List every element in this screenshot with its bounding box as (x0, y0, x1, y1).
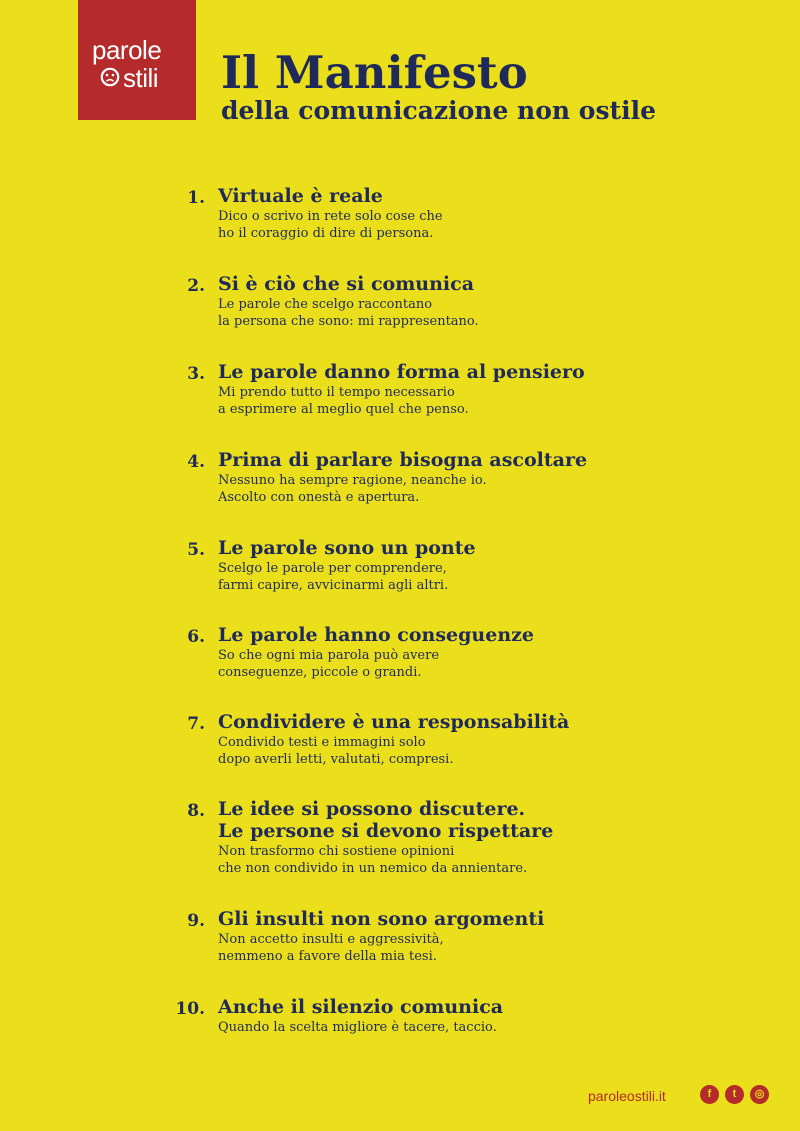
item-desc-line: dopo averli letti, valutati, compresi. (218, 752, 454, 767)
item-number: 6. (187, 627, 205, 647)
item-desc-line: So che ogni mia parola può avere (218, 648, 440, 663)
item-desc-line: Mi prendo tutto il tempo necessario (218, 385, 455, 400)
page-subtitle: della comunicazione non ostile (221, 96, 656, 125)
item-number: 7. (187, 714, 205, 734)
logo-word-parole: parole (92, 35, 162, 65)
item-title: Le idee si possono discutere. (218, 798, 526, 820)
item-desc-line: Nessuno ha sempre ragione, neanche io. (218, 473, 487, 488)
item-title: Virtuale è reale (218, 185, 383, 207)
item-number: 3. (187, 364, 205, 384)
item-desc-line: Dico o scrivo in rete solo cose che (218, 209, 443, 224)
item-desc-line: Quando la scelta migliore è tacere, taccio. (218, 1020, 497, 1035)
brand-logo (78, 0, 196, 120)
sad-face-icon (100, 67, 120, 87)
item-title: Le parole hanno conseguenze (218, 624, 535, 646)
item-desc-line: conseguenze, piccole o grandi. (218, 665, 422, 680)
item-number: 5. (187, 540, 205, 560)
item-desc-line: farmi capire, avvicinarmi agli altri. (218, 578, 449, 593)
item-title: Anche il silenzio comunica (218, 996, 504, 1018)
twitter-icon[interactable]: t (725, 1085, 744, 1104)
item-number: 2. (187, 276, 205, 296)
item-title: Gli insulti non sono argomenti (218, 908, 545, 930)
item-title: Le parole sono un ponte (218, 537, 476, 559)
item-desc-line: Non accetto insulti e aggressività, (218, 932, 444, 947)
item-desc-line: Scelgo le parole per comprendere, (218, 561, 447, 576)
item-number: 1. (187, 188, 205, 208)
item-desc-line: a esprimere al meglio quel che penso. (218, 402, 469, 417)
item-desc-line: Non trasformo chi sostiene opinioni (218, 844, 455, 859)
item-number: 10. (175, 999, 205, 1019)
item-desc-line: Condivido testi e immagini solo (218, 735, 426, 750)
item-desc-line: che non condivido in un nemico da annientare. (218, 861, 528, 876)
instagram-icon[interactable]: ◎ (750, 1085, 769, 1104)
item-title: Prima di parlare bisogna ascoltare (218, 449, 588, 471)
website-link[interactable]: paroleostili.it (588, 1088, 666, 1104)
item-title: Si è ciò che si comunica (218, 273, 475, 295)
item-title: Condividere è una responsabilità (218, 711, 570, 733)
item-desc-line: la persona che sono: mi rappresentano. (218, 314, 479, 329)
item-desc-line: Ascolto con onestà e apertura. (218, 490, 420, 505)
item-number: 4. (187, 452, 205, 472)
item-desc-line: ho il coraggio di dire di persona. (218, 226, 434, 241)
item-number: 8. (187, 801, 205, 821)
page-title: Il Manifesto (221, 46, 528, 99)
logo-word-stili: stili (123, 63, 159, 93)
item-desc-line: Le parole che scelgo raccontano (218, 297, 433, 312)
item-number: 9. (187, 911, 205, 931)
item-title: Le parole danno forma al pensiero (218, 361, 585, 383)
facebook-icon[interactable]: f (700, 1085, 719, 1104)
item-title-line-2: Le persone si devono rispettare (218, 820, 554, 842)
item-desc-line: nemmeno a favore della mia tesi. (218, 949, 437, 964)
